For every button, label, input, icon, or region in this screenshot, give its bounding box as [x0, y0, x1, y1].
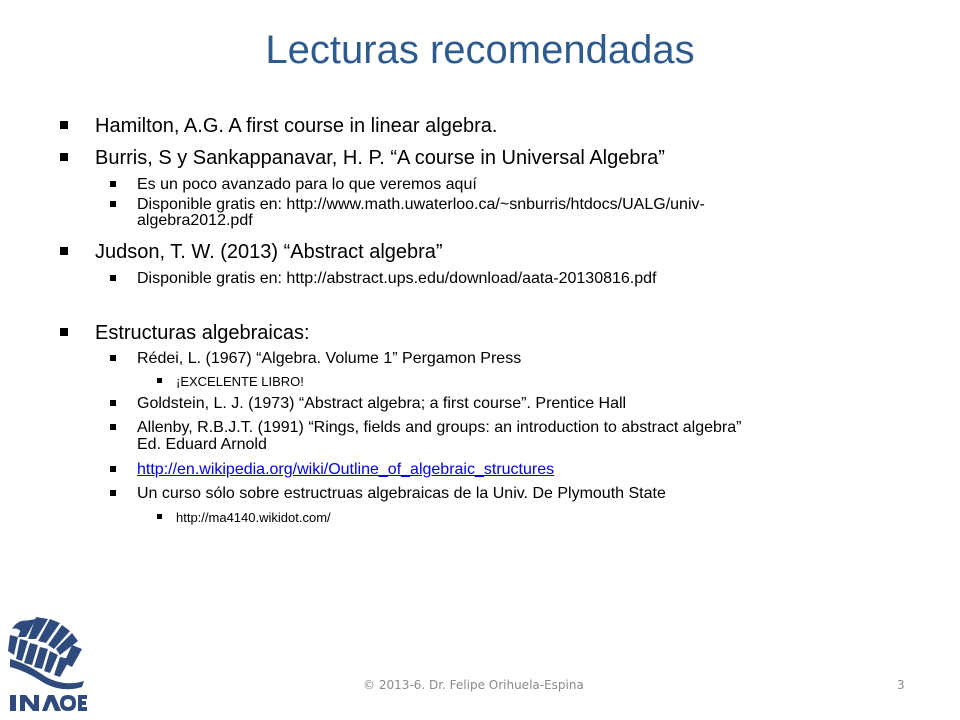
square-bullet-icon: [110, 355, 116, 361]
bullet-text: Rédei, L. (1967) “Algebra. Volume 1” Pergamon Press: [137, 350, 522, 367]
square-bullet-icon: [60, 328, 68, 336]
square-bullet-icon: [157, 378, 162, 383]
square-bullet-icon: [110, 275, 116, 281]
bullet-text: Un curso sólo sobre estructruas algebraicas de la Univ. De Plymouth State: [137, 485, 666, 502]
bullet-text: Disponible gratis en: http://www.math.uwaterloo.ca/~snburris/htdocs/UALG/univ-: [137, 196, 705, 213]
wikipedia-link[interactable]: http://en.wikipedia.org/wiki/Outline_of_algebraic_structures: [137, 461, 555, 478]
square-bullet-icon: [110, 400, 116, 406]
square-bullet-icon: [110, 201, 116, 207]
bullet-text: Es un poco avanzado para lo que veremos aquí: [137, 176, 477, 193]
bullet-text: Burris, S y Sankappanavar, H. P. “A course in Universal Algebra”: [95, 147, 665, 169]
bullet-text: Estructuras algebraicas:: [95, 322, 310, 344]
square-bullet-icon: [110, 181, 116, 187]
square-bullet-icon: [157, 514, 162, 519]
square-bullet-icon: [110, 466, 116, 472]
bullet-text-continuation: Ed. Eduard Arnold: [137, 436, 267, 453]
bullet-text: ¡EXCELENTE LIBRO!: [176, 374, 304, 389]
slide-number: 3: [897, 678, 905, 692]
bullet-text: Allenby, R.B.J.T. (1991) “Rings, fields and groups: an introduction to abstract algebra”: [137, 419, 742, 436]
bullet-text: Disponible gratis en: http://abstract.ups.edu/download/aata-20130816.pdf: [137, 270, 657, 287]
slide-footer: [0, 676, 960, 696]
square-bullet-icon: [110, 424, 116, 430]
bullet-text: http://ma4140.wikidot.com/: [176, 510, 331, 525]
square-bullet-icon: [60, 247, 68, 255]
bullet-text-continuation: algebra2012.pdf: [137, 212, 253, 229]
slide-title: Lecturas recomendadas: [265, 28, 695, 72]
square-bullet-icon: [60, 121, 68, 129]
square-bullet-icon: [60, 153, 68, 161]
inaoe-logo-icon: [6, 615, 88, 715]
footer-copyright: © 2013-6. Dr. Felipe Orihuela-Espina: [363, 678, 584, 692]
square-bullet-icon: [110, 490, 116, 496]
bullet-text: Goldstein, L. J. (1973) “Abstract algebra; a first course”. Prentice Hall: [137, 395, 627, 412]
bullet-text: Hamilton, A.G. A first course in linear algebra.: [95, 115, 498, 137]
bullet-text: Judson, T. W. (2013) “Abstract algebra”: [95, 241, 443, 263]
